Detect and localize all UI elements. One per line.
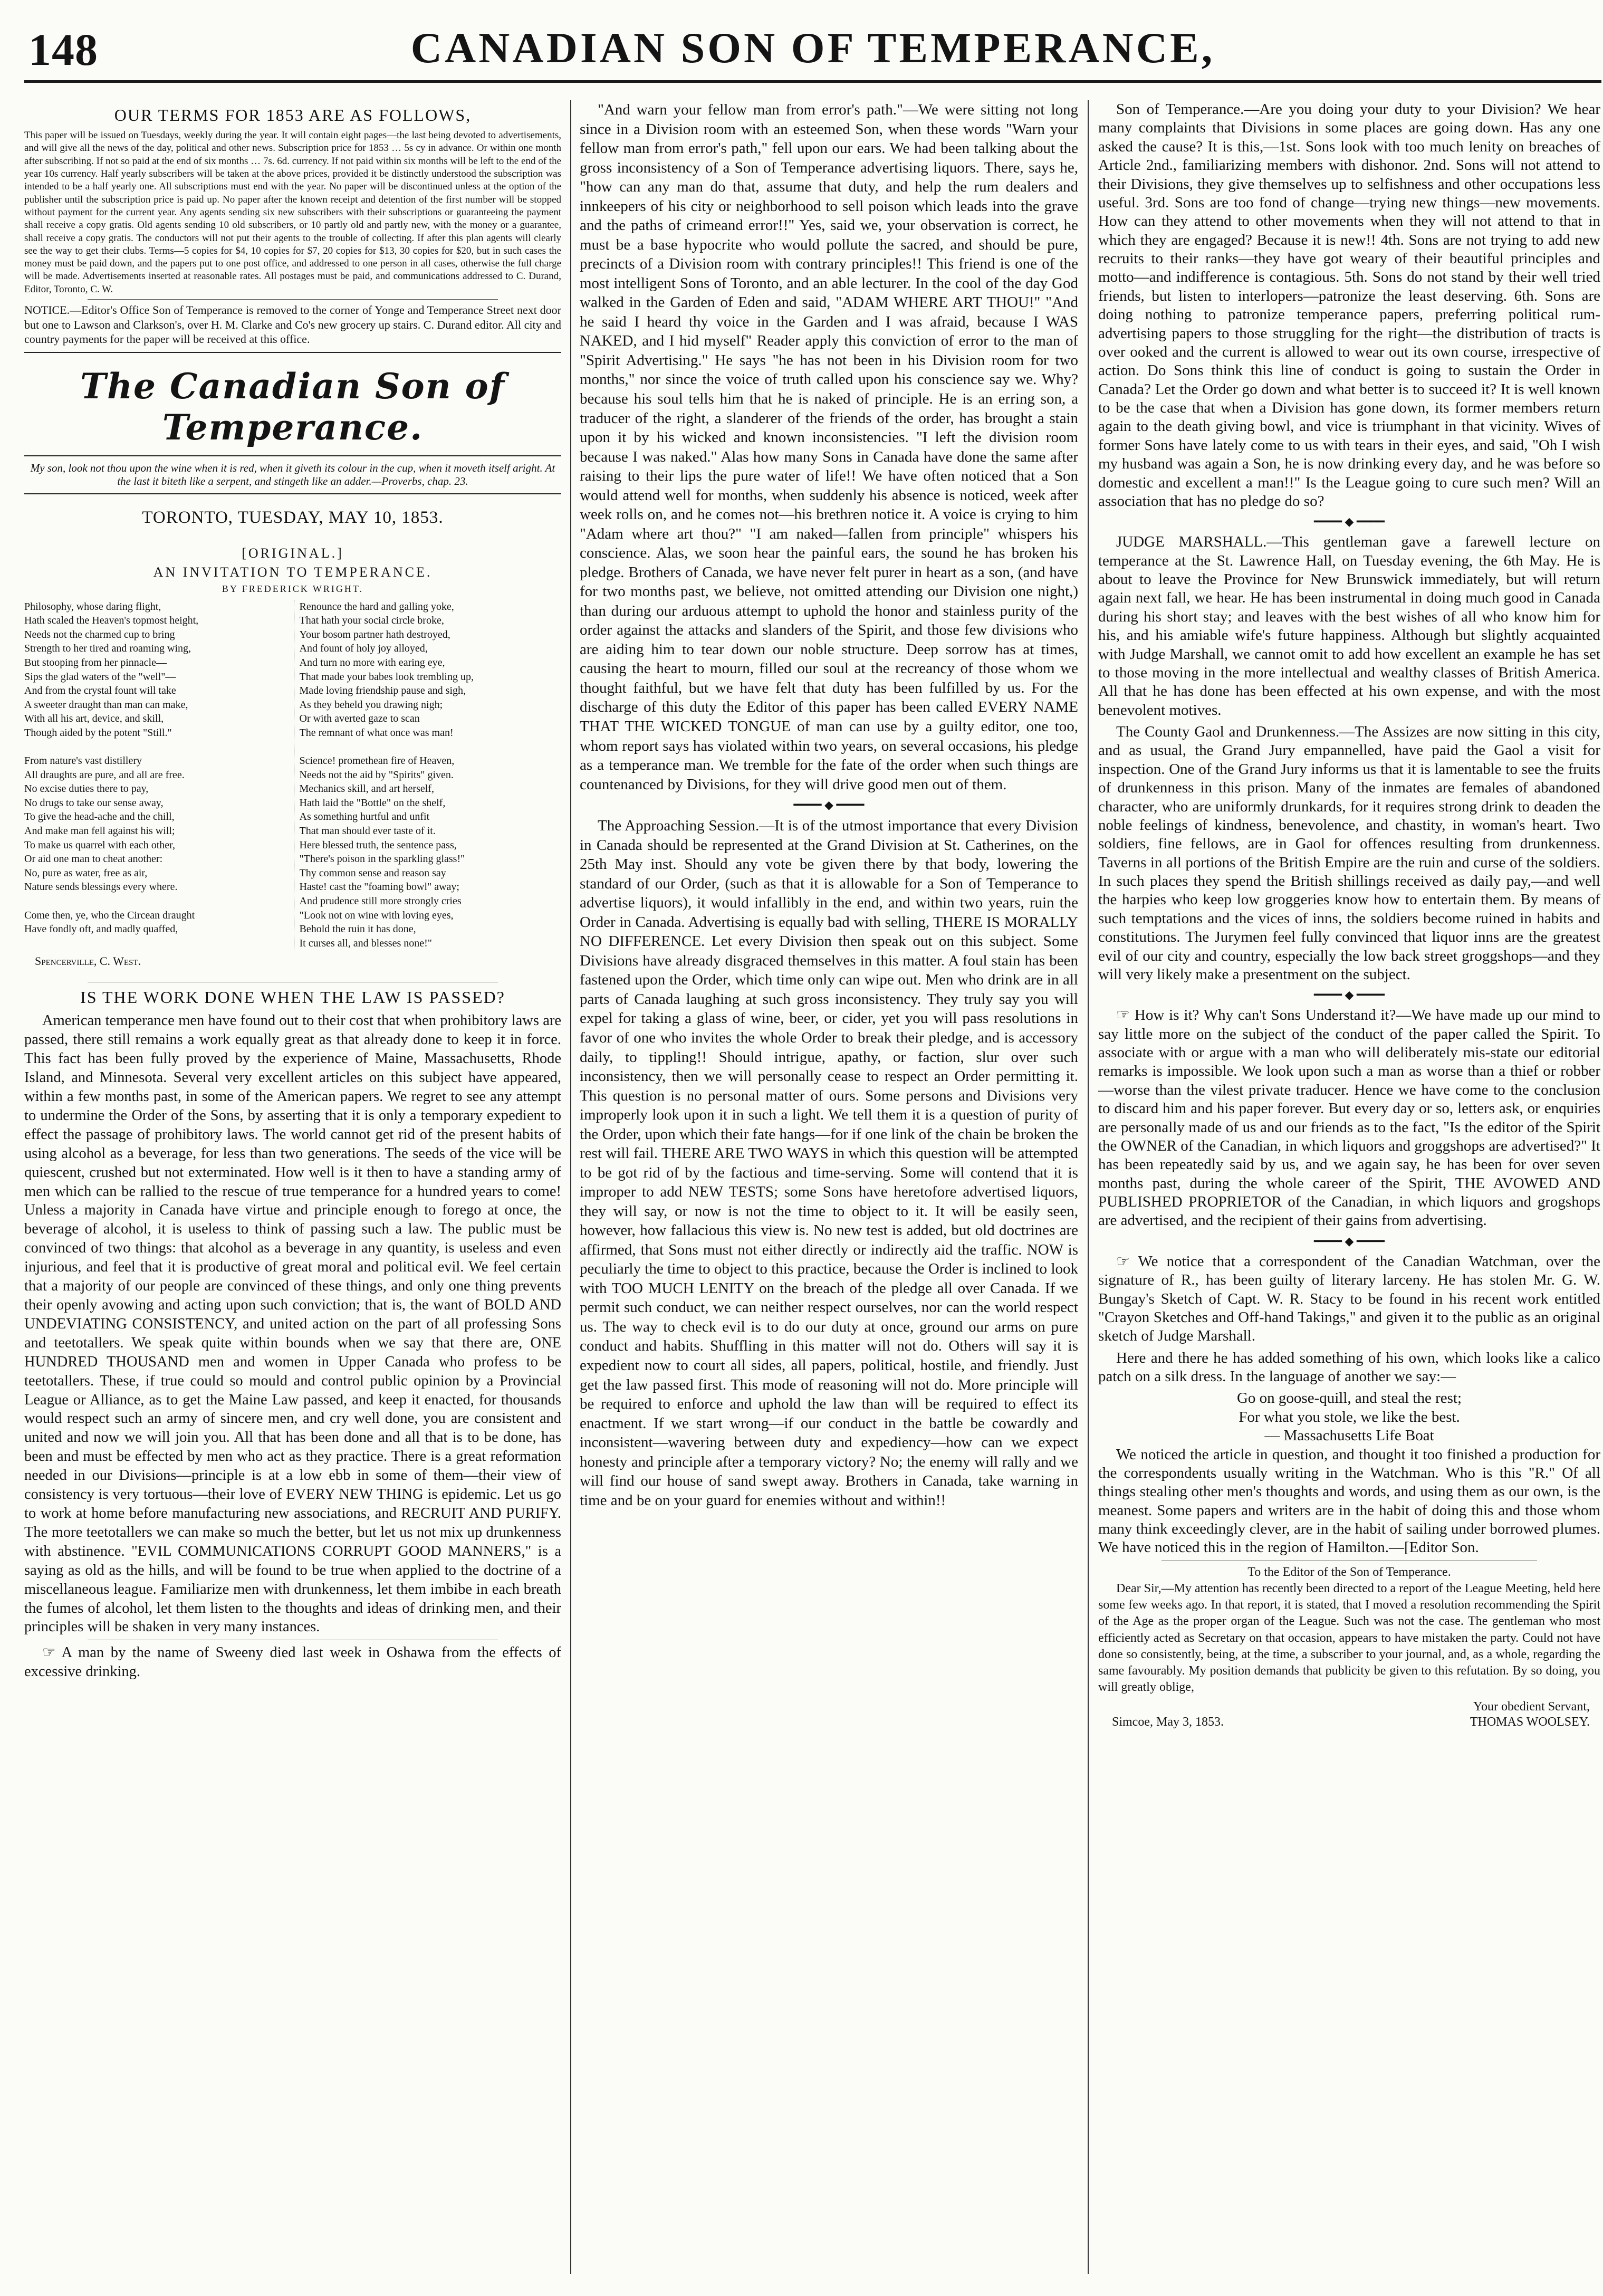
letter-place-date: Simcoe, May 3, 1853. [1112,1715,1224,1729]
poem-line: Here blessed truth, the sentence pass, [299,839,457,851]
poem-line: "There's poison in the sparkling glass!" [299,853,465,865]
article-heading: IS THE WORK DONE WHEN THE LAW IS PASSED? [80,988,505,1007]
poem-line: Mechanics skill, and art herself, [299,783,434,795]
poem-line: No drugs to take our sense away, [24,797,164,809]
section-ornament: ━━━━ ◆ ━━━━ [1314,515,1385,529]
poem-line: Hath scaled the Heaven's topmost height, [24,615,199,627]
scripture-motto: My son, look not thou upon the wine when it is red, when it giveth its colour in the cup, when it moveth itself aright. At the last it biteth like a serpent, and stingeth like an adder.—Proverbs, chap. 23. [30,461,555,487]
poem-line: And turn no more with earing eye, [299,656,445,668]
poem-line: Come then, ye, who the Circean draught [24,909,195,921]
editorial-sons-duty: Son of Temperance.—Are you doing your duty to your Division? We hear many complaints that Divisions in some places are going down. Has any one asked the cause? It is this,—1st. Sons look with too much lenity on breaches of Article 2nd., familiarizing members with dishonor. 2nd. Sons will not attend to their Divisions, they give themselves up to selfishness and other occupations less useful. 3rd. Sons are too fond of change—trying new things—new movements. How can they attend to other movements when they will not attend to that in which they are engaged? Because it is new!! 4th. Sons are not trying to add new recruits to their ranks—they have got weary of their beautiful principles and motto—and indifference is contagious. 5th. Sons do not stand by their well tried friends, but listen to interlopers—patronize the least deserving. 6th. Sons are doing nothing to patronize temperance papers, preferring political rum-advertising papers to those struggling for the right—the distribution of tracts is over ooked and the current is allowed to wear out its own course, irrespective of action. Do Sons think this line of conduct is going to sustain the Order in Canada? Let the Order go down and what better is to succeed it? It is well known to be the case that when a Division has gone down, its former members return again to the death giving bowl, and vice is triumphant in that vicinity. Wives of former Sons have lately come to us with tears in their eyes, and said, "Oh I wish my husband was again a Son, he is now drinking every day, and he was before so domestic and excellent a man!!" Is the League going to cure such men? Will an association that has no pledge do so? [1098,101,1600,510]
letter-closing: Your obedient Servant, [1473,1700,1590,1714]
poem-line: Sips the glad waters of the "well"— [24,671,176,683]
poem-line [24,894,286,908]
literary-larceny-item: We noticed the article in question, and thought it too finished a production for the correspondents usually writing in the Watchman. Who is this "R." Of all things stealing other men's thoughts and words, and using them as our own, is the meanest. Some papers and writers are in the habit of doing this and those whom many think exceedingly clever, are in the habit of sailing under borrowed plumes. We have noticed this in the region of Hamilton.—[Editor Son. [1098,1446,1600,1556]
section-ornament: ━━━━ ◆ ━━━━ [793,798,865,812]
poem-line: That hath your social circle broke, [299,615,444,627]
poem-line: And prudence still more strongly cries [299,895,462,907]
paper-name: CANADIAN SON OF TEMPERANCE, [410,24,1215,72]
county-gaol-item: The County Gaol and Drunkenness.—The Assizes are now sitting in this city, and as usual, the Grand Jury empannelled, have paid the Gaol a visit for inspection. One of the Grand Jury informs us that it is lamentable to see the fruits of drunkenness in this prison. Many of the inmates are females of abandoned character, who are uniformly drunkards, for it requires strong drink to deaden the noble feelings of kindness, benevolence, and chastity, in woman's heart. Two soldiers, fine fellows, are in Gaol for offences resulting from drunkenness. Taverns in all portions of the British Empire are the ruin and curse of the soldiers. In such places they spend the British shillings received as daily pay,—and well the harpies who keep low groggeries know how to entertain them. By means of such temptations and the vices of inns, the soldiers become ruined in habits and constitutions. The Jurymen feel fully convinced that liquor inns are the greatest evil of our city and country, especially the low back street groggshops—and they will very likely make a presentment on the subject. [1098,723,1600,983]
column-3 [1098,100,1600,2284]
poem-line: Strength to her tired and roaming wing, [24,643,191,655]
poem-title: AN INVITATION TO TEMPERANCE. [153,564,433,580]
news-item: ☞ A man by the name of Sweeny died last week in Oshawa from the effects of excessive drinking. [24,1644,561,1680]
verse-source: — Massachusetts Life Boat [1264,1427,1434,1444]
poem-line: Your bosom partner hath destroyed, [299,628,450,640]
poem-tag: [ORIGINAL.] [242,545,344,561]
column-rule-left [570,100,571,2274]
poem-line: It curses all, and blesses none!" [299,937,432,949]
column-2 [580,100,1078,2284]
poem-line: But stooping from her pinnacle— [24,656,167,668]
how-is-it-item: ☞ How is it? Why can't Sons Understand it?—We have made up our mind to say little more on the subject of the conduct of the paper called the Spirit. To associate with or argue with a man who will deliberately mis-state our editorial remarks is impossible. We look upon such a man as worse than a thief or robber—worse than the vilest private traducer. Hence we have come to the conclusion to discard him and his paper forever. But every day or so, letters ask, or enquiries are personally made of us and our friends as to the fact, "Is the editor of the Spirit the OWNER of the Canadian, in which liquors and groggshops are advertised?" It has been repeatedly said by us, and we again say, he has been for over seven months past, during the whole career of the Spirit, THE AVOWED AND PUBLISHED PROPRIETOR of the Canadian, in which liquors and grogshops are advertised, and the recipient of their gains from advertising. [1098,1007,1600,1229]
divider [24,493,561,494]
poem-line: Though aided by the potent "Still." [24,726,172,739]
poem-line: And make man fell against his will; [24,825,175,837]
poem-line: Haste! cast the "foaming bowl" away; [299,881,459,893]
poem-right-column [294,600,562,951]
poem-line: Science! promethean fire of Heaven, [299,755,455,767]
section-ornament: ━━━━ ◆ ━━━━ [1314,988,1385,1002]
terms-text: This paper will be issued on Tuesdays, weekly during the year. It will contain eight pages—the last being devoted to advertisements, and will give all the news of the day, political and other news. Subscription price for 1853 … 5s cy in advance. Or within one month after subscribing. If not so paid at the end of six months … 7s. 6d. currency. If not paid within six months will be left to the end of the year 10s currency. Half yearly subscribers will be taken at the above prices, provided it be distinctly understood the subscription was intended to be a half yearly one. All subscriptions must end with the year. No paper will be discontinued unless at the option of the publisher until the subscription price is paid up. No paper after the known receipt and detention of the first number will be stopped without payment for the current year. Any agents sending six new subscribers with their subscriptions or guaranteeing the payment shall receive a copy gratis. Old agents sending 10 old subscribers, or 10 partly old and partly new, with the money or a guarantee, shall receive a copy gratis. The conductors will not put their agents to the trouble of collecting. If after this plan agents will clearly see the way to get their clubs. Terms—5 copies for $4, 10 copies for $7, 20 copies for $13, 30 copies for $20, but in such cases the money must be paid down, and the papers put to one post office, and addressed to one person in all cases, otherwise the full charge will be made. Advertisements inserted at reasonable rates. All postages must be paid, and communications addressed to C. Durand, Editor, Toronto, C. W. [24,130,561,295]
judge-marshall-item: JUDGE MARSHALL.—This gentleman gave a farewell lecture on temperance at the St. Lawrence Hall, on Tuesday evening, the 6th May. He is about to leave the Province for New Brunswick immediately, but will return again next fall, we hear. He has been instrumental in doing much good in Canada during his short stay; and leaves with the best wishes of all who know him for his, and his amiable wife's future happiness. Although but slightly acquainted with Judge Marshall, we cannot omit to add how excellent an example he has set to those moving in the more intellectual and wealthy classes of British America. All that he has done has been effected at his own expense, and with the most benevolent motives. [1098,533,1600,719]
poem-line [24,740,286,754]
poem-line: And fount of holy joy alloyed, [299,643,428,655]
poem-line: And from the crystal fount will take [24,685,176,697]
paper-title: The Canadian Son of Temperance. [80,365,506,448]
dateline: TORONTO, TUESDAY, MAY 10, 1853. [142,508,444,527]
poem-line: Hath laid the "Bottle" on the shelf, [299,797,446,809]
page-number: 148 [28,24,98,75]
literary-larceny-item: Here and there he has added something of his own, which looks like a calico patch on a silk dress. In the language of another we say:— [1098,1349,1600,1385]
poem-line: Needs not the charmed cup to bring [24,628,175,640]
poem-line: Philosophy, whose daring flight, [24,600,161,613]
poem-line: To give the head-ache and the chill, [24,811,175,823]
editorial-warn-fellow-man: "And warn your fellow man from error's path."—We were sitting not long since in a Division room with an esteemed Son, when these words "Warn your fellow man from error's path," fell upon our ears. We had been talking about the gross inconsistency of a Son of Temperance advertising liquors. There, says he, "how can any man do that, assume that duty, and help the rum dealers and innkeepers of his city or neighborhood to sell poison which leads into the grave and the paths of crimeand error!!" Yes, said we, your observation is correct, he must be a base hypocrite who would pollute the sacred, and should be pure, precincts of a Division room with contrary principles!! This friend is one of the most intelligent Sons of Toronto, and an able lecturer. In the cool of the day God walked in the Garden of Eden and said, "ADAM WHERE ART THOU!" "And he said I heard thy voice in the Garden and I was afraid, because I WAS NAKED, and I hid myself" Reader apply this conviction of error to the man of "Spirit Advertising." He says "he has not been in his Division room for two months," nor since the voice of truth called upon his conscience say we. Why? because his soul tells him that he is naked of principle. He is an erring son, a traducer of the right, a slanderer of the friends of the order, has brought a stain upon it by his wicked and known inconsistencies. "I left the division room because I was naked." Alas how many Sons in Canada have done the same after raising to their lips the pure water of life!! We have often noticed that a Son would attend well for months, when suddenly his absence is noticed, week after week rolls on, and he comes not—his brethren notice it. A voice is crying to him "Adam where art thou?" "I am naked—fallen from principle" whispers his conscience. Alas, we soon hear the painful ears, the sound he has broken his pledge. Brothers of Canada, we have never felt purer in heart as a son, (and have for two months past, we believe, not omitted attending our Division one night,) than during our arduous attempt to uphold the honor and stainless purity of the order against the attacks and slanders of the Spirit, and those few divisions who are aiding him to tear down our noble structure. Deep sorrow has at times, causing the heart to mourn, filled our soul at the recreancy of those whom we thought faithful, but we have felt that duty has been fulfilled by us. For the discharge of this duty the Editor of this paper has been called EVERY NAME THAT THE WICKED TONGUE of man can use by a guilty editor, one too, whom report says has violated within two years, on several occasions, his pledge as a temperance man. We tremble for the fate of the order when such things are countenanced by Divisions, for they will drive good men out of them. [580,101,1078,793]
poem-left-column [24,600,286,951]
verse-quote [1098,1389,1600,1445]
poem-line: A sweeter draught than man can make, [24,699,188,711]
poem-line: The remnant of what once was man! [299,726,454,739]
poem-line: Nature sends blessings every where. [24,881,178,893]
divider [24,352,561,353]
literary-larceny-item: ☞ We notice that a correspondent of the Canadian Watchman, over the signature of R., has been guilty of literary larceny. He has stolen Mr. G. W. Bungay's Sketch of Capt. W. R. Stacy to be found in his recent work entitled "Crayon Sketches and Off-hand Takings," and given it to the public as an original sketch of Judge Marshall. [1098,1252,1600,1345]
poem-byline: BY FREDERICK WRIGHT. [222,583,364,594]
poem-line: Or with averted gaze to scan [299,713,420,725]
verse-line: Go on goose-quill, and steal the rest; [1236,1390,1462,1407]
poem-line: Behold the ruin it has done, [299,923,416,935]
letter-signoff [1098,1715,1600,1729]
terms-heading: OUR TERMS FOR 1853 ARE AS FOLLOWS, [114,106,472,125]
poem-line: "Look not on wine with loving eyes, [299,909,454,921]
poem-line: Thy common sense and reason say [299,867,446,879]
masthead [24,21,1601,83]
poem-line: As they beheld you drawing nigh; [299,699,443,711]
letter-signature: THOMAS WOOLSEY. [1470,1715,1590,1729]
poem-line: Or aid one man to cheat another: [24,853,163,865]
poem-line: As something hurtful and unfit [299,811,430,823]
section-ornament: ━━━━ ◆ ━━━━ [1314,1234,1385,1248]
poem-line: Have fondly oft, and madly quaffed, [24,923,178,935]
poem-line: No, pure as water, free as air, [24,867,148,879]
poem-line: From nature's vast distillery [24,755,142,767]
newspaper-page [24,21,1601,2290]
column-1 [24,100,561,2284]
poem-line: To make us quarrel with each other, [24,839,176,851]
poem-line: That made your babes look trembling up, [299,671,474,683]
letter-text: Dear Sir,—My attention has recently been directed to a report of the League Meeting, held here some few weeks ago. In that report, it is stated, that I moved a resolution recommending the Spirit of the Age as the proper organ of the League. Such was not the case. The gentleman who most efficiently acted as Secretary on that occasion, appears to have mistaken the party. Could not have done so consistently, being, at the time, a subscriber to your journal, and, as a whole, regarding the same favourably. My position demands that publicity be given to this refutation. By so doing, you will greatly oblige, [1098,1581,1600,1695]
divider [24,455,561,456]
poem-line: All draughts are pure, and all are free. [24,769,185,781]
column-rule-right [1088,100,1089,2274]
poem-line: Made loving friendship pause and sigh, [299,685,466,697]
poem-line: With all his art, device, and skill, [24,713,164,725]
editorial-approaching-session: The Approaching Session.—It is of the utmost importance that every Division in Canada should be represented at the Grand Division at St. Catherines, on the 25th May inst. Should any vote be given there by that body, lowering the standard of our Order, (such as that it is allowable for a Son of Temperance to advertise liquors), it would infallibly in the end, and within two years, ruin the Order in Canada. Advertising is equally bad with selling, THERE IS MORALLY NO DIFFERENCE. Let every Division then speak out on this subject. Some Divisions have already disgraced themselves in this matter. A foul stain has been fastened upon the Order, which time only can wipe out. Men who drink are in all parts of Canada laughing at such gross inconsistency. They truly say you will expel for taking a glass of wine, beer, or cider, yet you will pass resolutions in favor of one who invites the whole Order to break their pledge, and is accessory daily, to tippling!! Should intrigue, apathy, or faction, slur over such inconsistency, then we will personally cease to respect an Order permitting it. This question is no personal matter of ours. Some persons and Divisions very improperly look upon it in such a light. We tell them it is a question of purity of the Order, upon which their fate hangs—for if one link of the chain be broken the rest will fail. THERE ARE TWO WAYS in which this question will be attempted to be got rid of by the factious and time-serving. Some will contend that it is improper to add NEW TESTS; some Sons have heretofore advertised liquors, they will say, or now is not the time to object to it. It will be easily seen, however, how fallacious this view is. No new test is added, but old doctrines are affirmed, that Sons must not either directly or indirectly aid the traffic. NOW is peculiarly the time to object to this practice, because the Order is inclined to look with TOO MUCH LENITY on the breach of the pledge all over Canada. If we permit such conduct, we can neither respect ourselves, nor can the world respect us. The way to check evil is to do our duty at once, ground our arms on pure conduct and habits. Shuffling in this matter will not do. Others will say it is expedient now to court all sides, all papers, political, hostile, and friendly. Just get the law passed first. This mode of reasoning will not do. More principle will be required to enforce and uphold the law than will be required to effect its enactment. If we start wrong—if our conduct in the battle be cowardly and inconsistent—wavering between duty and expediency—how can we expect honesty and principle after a temporary victory? No; the enemy will rally and we will find our house of sand swept away. Brothers in Canada, take warning in time and be on your guard for enemies without and within!! [580,817,1078,1509]
divider [88,299,498,300]
poem [24,600,561,951]
poem-line: No excise duties there to pay, [24,783,149,795]
article-paragraph: American temperance men have found out to their cost that when prohibitory laws are passed, there still remains a work equally great as that already done to keep it in force. This fact has been fully proved by the experience of Maine, Massachusetts, Rhode Island, and Minnesota. Several very excellent articles on this subject have appeared, within a few months past, in some of the American papers. We regret to see any attempt to undermine the Order of the Sons, by asserting that it is only a temporary expedient to effect the passage of prohibitory laws. The world cannot get rid of the present habits of using alcohol as a beverage, for less than two generations. The seeds of the vice will be quiescent, crushed but not exterminated. How well is it then to have a standing army of men which can be rallied to the rescue of true temperance for a hundred years to come! Unless a majority in Canada have virtue and principle enough to forego at once, the beverage of alcohol, it is useless to think of passing such a law. The public must be convinced of two things: that alcohol as a beverage in any quantity, is useless and even injurious, and feel that it is productive of great moral and political evil. We feel certain that a majority of our people are convinced of these things, and only one thing prevents their openly avowing and acting upon such conviction; that is, the want of BOLD AND UNDEVIATING CONSISTENCY, and united action on the part of all professing Sons and teetotallers. We speak quite within bounds when we say that there are, ONE HUNDRED THOUSAND men and women in Upper Canada who profess to be teetotallers. These, if true could so mould and control public opinion by a Provincial League or Alliance, as to get the Maine Law passed, and keep it enacted, for thousands would respect such an army of sincere men, and cry well done, you are consistent and united and now we will join you. All that has been done and all that is to be done, has been and must be effected by men who act as they practice. There is a great reformation needed in our Divisions—principle is at a low ebb in some of them—their view of consistency is very tortuous—their love of EVERY NEW THING is epidemic. Let us go to work at home before manufacturing new associations, and RECRUIT AND PURIFY. The more teetotallers we can make so much the better, but let us not mix up drunkenness with abstinence. "EVIL COMMUNICATIONS CORRUPT GOOD MANNERS," is a saying as old as the hills, and will be found to be true when applied to the doctrine of a miscellaneous league. Familiarize men with drunkenness, let them imbibe in each breath the fumes of alcohol, let them listen to the thoughts and ideas of drinking men, and their principles will be shaken in very many instances. [24,1012,561,1635]
poem-line: Renounce the hard and galling yoke, [299,600,454,613]
poem-signature: Spencerville, C. West. [35,954,141,968]
verse-line: For what you stole, we like the best. [1239,1408,1460,1426]
poem-line: That man should ever taste of it. [299,825,436,837]
letter-heading: To the Editor of the Son of Temperance. [1247,1565,1451,1579]
poem-line: Needs not the aid by "Spirits" given. [299,769,454,781]
office-notice: NOTICE.—Editor's Office Son of Temperance is removed to the corner of Yonge and Temperance Street next door but one to Lawson and Clarkson's, over H. M. Clarke and Co's new grocery up stairs. C. Durand editor. All city and country payments for the paper will be received at this office. [24,303,561,346]
poem-line [300,740,562,754]
